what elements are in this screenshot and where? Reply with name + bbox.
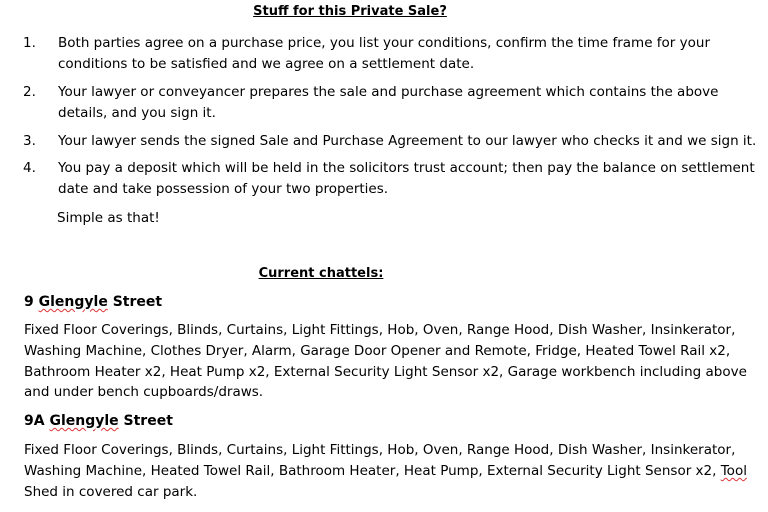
property-number: 9 bbox=[24, 294, 34, 310]
chattels-list: Fixed Floor Coverings, Blinds, Curtains, Light Fittings, Hob, Oven, Range Hood, Dish Washer, Insinkerator, Washing Machine, Clothes Dryer, Alarm, Garage Door Opener and Remote, Fridge, Heated Towel Rail x2, Bathroom Heater x2, Heat Pump x2, External Security Light Sensor x2, Garage workbench including above and under bench cupboards/draws. bbox=[24, 322, 747, 401]
chattels-list bbox=[24, 440, 759, 502]
street-suffix: Street bbox=[123, 413, 173, 429]
step-text: Your lawyer sends the signed Sale and Purchase Agreement to our lawyer who checks it and we sign it. bbox=[58, 133, 757, 149]
step-number: 4. bbox=[23, 160, 36, 176]
chattels-heading: Current chattels: bbox=[258, 266, 384, 281]
spellcheck-flagged-word: Tool bbox=[720, 462, 747, 479]
step-text: You pay a deposit which will be held in the solicitors trust account; then pay the balance on settlement date and take possession of your two properties. bbox=[58, 160, 755, 197]
chattels-tail-text: Shed in covered car park. bbox=[24, 483, 198, 500]
step-number: 1. bbox=[23, 35, 36, 51]
step-number: 3. bbox=[23, 133, 36, 149]
closing-text: Simple as that! bbox=[57, 210, 160, 226]
property-title bbox=[24, 411, 173, 431]
chattels-main-text: Fixed Floor Coverings, Blinds, Curtains, Light Fittings, Hob, Oven, Range Hood, Dish Washer, Insinkerator, Washing Machine, Heated Towel Rail, Bathroom Heater, Heat Pump, External Security Light Sensor x2, bbox=[24, 442, 736, 479]
street-name: Glengyle bbox=[49, 413, 119, 429]
street-name: Glengyle bbox=[38, 294, 108, 310]
property-title bbox=[24, 292, 162, 312]
step-text: Your lawyer or conveyancer prepares the sale and purchase agreement which contains the above details, and you sign it. bbox=[58, 84, 719, 121]
step-number: 2. bbox=[23, 84, 36, 100]
page-title: Stuff for this Private Sale? bbox=[253, 4, 447, 19]
street-suffix: Street bbox=[112, 294, 163, 310]
step-text: Both parties agree on a purchase price, you list your conditions, confirm the time frame for your conditions to be satisfied and we agree on a settlement date. bbox=[58, 35, 711, 72]
property-number: 9A bbox=[24, 413, 45, 429]
